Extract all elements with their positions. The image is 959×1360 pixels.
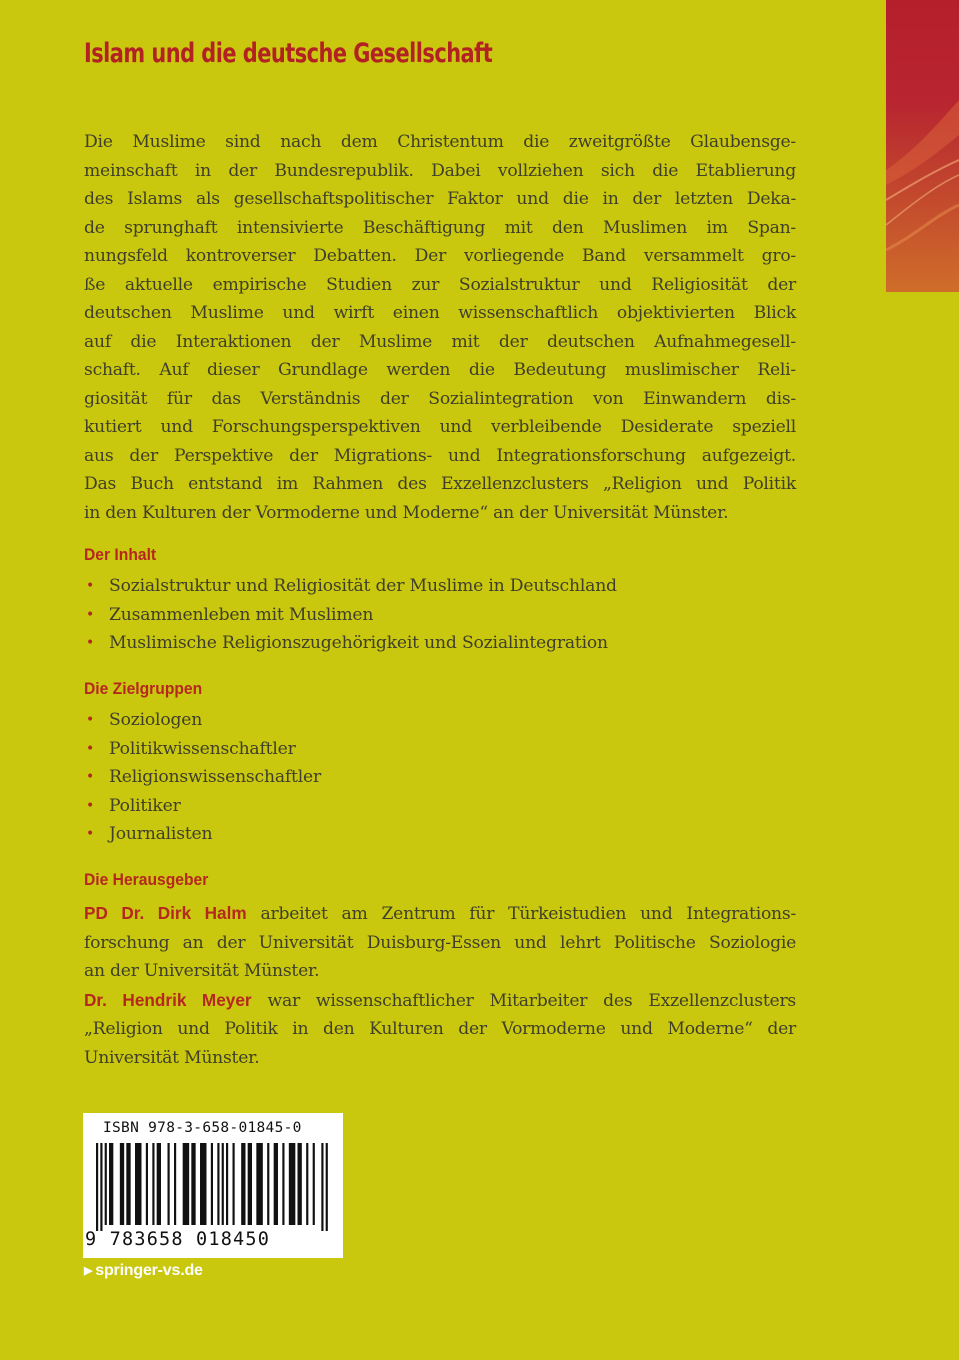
editors-section	[84, 899, 796, 1072]
herausgeber-heading: Die Herausgeber	[84, 870, 209, 889]
barcode-bar	[248, 1143, 252, 1225]
publisher-link-text: springer-vs.de	[95, 1262, 203, 1279]
editor-2-name: Dr. Hendrik Meyer	[84, 989, 252, 1010]
barcode-bar	[146, 1143, 148, 1225]
bullet-icon: •	[86, 769, 95, 785]
barcode-bar	[267, 1143, 269, 1225]
swoosh-graphic	[886, 0, 959, 292]
bullet-icon: •	[86, 826, 95, 842]
zielgruppen-list	[84, 706, 321, 849]
barcode-bars	[96, 1143, 330, 1231]
barcode-bar	[174, 1143, 176, 1225]
publisher-link[interactable]	[84, 1262, 203, 1280]
description-paragraph	[84, 128, 796, 527]
barcode-bar	[200, 1143, 207, 1225]
description-line: aus der Perspektive der Migrations- und Integrationsforschung aufgezeigt.	[84, 445, 796, 466]
list-item	[84, 572, 617, 601]
barcode-bar	[183, 1143, 190, 1225]
list-item	[84, 735, 321, 764]
description-line: Das Buch entstand im Rahmen des Exzellenzclusters „Religion und Politik	[84, 474, 796, 494]
list-item	[84, 629, 617, 658]
barcode-bar	[109, 1143, 113, 1225]
editor-2-line	[84, 986, 796, 1016]
list-item-text: Journalisten	[109, 824, 213, 844]
barcode-bar	[211, 1143, 213, 1225]
description-line: deutschen Muslime und wirft einen wissenschaftlich objektivierten Blick	[84, 303, 796, 323]
barcode-bar	[289, 1143, 296, 1225]
bullet-icon: •	[86, 606, 95, 623]
list-item-text: Muslimische Religionszugehörigkeit und Sozialintegration	[109, 633, 608, 653]
editor-1-line: an der Universität Münster.	[84, 961, 320, 981]
bullet-icon: •	[86, 578, 95, 594]
bullet-icon: •	[86, 740, 95, 757]
barcode-bar	[100, 1143, 102, 1231]
barcode-bar	[256, 1143, 263, 1225]
description-line: des Islams als gesellschaftspolitischer Faktor und die in der letzten Deka-	[84, 189, 796, 209]
barcode-bar	[282, 1143, 284, 1225]
zielgruppen-heading: Die Zielgruppen	[84, 679, 203, 698]
barcode-bar	[168, 1143, 170, 1225]
barcode-bar	[241, 1143, 245, 1225]
inhalt-heading: Der Inhalt	[84, 545, 157, 564]
barcode-bar	[326, 1143, 328, 1231]
list-item-text: Religionswissenschaftler	[109, 767, 322, 787]
isbn-barcode	[83, 1113, 343, 1258]
book-title: Islam und die deutsche Gesellschaft	[84, 38, 493, 69]
list-item-text: Sozialstruktur und Religiosität der Muslime in Deutschland	[109, 576, 617, 596]
description-line: kutiert und Forschungsperspektiven und verbleibende Desiderate speziell	[84, 417, 796, 437]
description-line: ße aktuelle empirische Studien zur Sozialstruktur und Religiosität der	[84, 274, 796, 295]
list-item	[84, 792, 321, 821]
barcode-bar	[274, 1143, 278, 1225]
barcode-bar	[105, 1143, 107, 1225]
list-item	[84, 763, 321, 792]
barcode-bar	[313, 1143, 315, 1225]
barcode-bar	[321, 1143, 323, 1231]
bullet-icon: •	[86, 712, 95, 728]
editor-1-line	[84, 899, 796, 929]
editor-2-line: Universität Münster.	[84, 1047, 260, 1068]
editor-2-text: war wissenschaftlicher Mitarbeiter des Exzellenzclusters	[251, 990, 796, 1011]
description-line: nungsfeld kontroverser Debatten. Der vorliegende Band versammelt gro-	[84, 246, 796, 266]
description-line: auf die Interaktionen der Muslime mit der deutschen Aufnahmegesell-	[84, 331, 796, 352]
bullet-icon: •	[86, 797, 95, 814]
editor-2-line: „Religion und Politik in den Kulturen der Vormoderne und Moderne“ der	[84, 1019, 796, 1039]
list-item-text: Politikwissenschaftler	[109, 738, 296, 759]
list-item-text: Zusammenleben mit Muslimen	[109, 604, 374, 625]
decorative-side-band	[886, 0, 959, 292]
barcode-bar	[135, 1143, 142, 1225]
list-item	[84, 601, 617, 630]
inhalt-list	[84, 572, 617, 658]
list-item-text: Politiker	[109, 795, 181, 816]
bullet-icon: •	[86, 635, 95, 651]
barcode-bar	[152, 1143, 154, 1225]
barcode-bar	[126, 1143, 130, 1225]
description-line: Die Muslime sind nach dem Christentum die zweitgrößte Glaubensge-	[84, 132, 796, 152]
barcode-bar	[157, 1143, 161, 1225]
description-line: in den Kulturen der Vormoderne und Moderne“ an der Universität Münster.	[84, 502, 729, 523]
barcode-bar	[217, 1143, 219, 1225]
barcode-bar	[306, 1143, 308, 1225]
list-item	[84, 820, 321, 849]
editor-1-name: PD Dr. Dirk Halm	[84, 903, 247, 923]
barcode-bar	[298, 1143, 302, 1225]
description-line: giosität für das Verständnis der Sozialintegration von Einwandern dis-	[84, 388, 796, 409]
barcode-bar	[222, 1143, 224, 1225]
isbn-label: ISBN 978-3-658-01845-0	[103, 1120, 302, 1136]
list-item-text: Soziologen	[109, 710, 203, 730]
description-line: de sprunghaft intensivierte Beschäftigung mit den Muslimen im Span-	[84, 217, 796, 238]
ean-digits: 9 783658 018450	[85, 1229, 271, 1250]
play-arrow-icon: ▶	[84, 1265, 93, 1277]
description-line: schaft. Auf dieser Grundlage werden die Bedeutung muslimischer Reli-	[84, 360, 796, 380]
editor-1-text: arbeitet am Zentrum für Türkeistudien und Integrations-	[246, 904, 797, 924]
barcode-bar	[191, 1143, 195, 1225]
description-line: meinschaft in der Bundesrepublik. Dabei vollziehen sich die Etablierung	[84, 160, 796, 181]
barcode-bar	[96, 1143, 98, 1231]
list-item	[84, 706, 321, 735]
barcode-bar	[120, 1143, 124, 1225]
barcode-bar	[226, 1143, 228, 1225]
editor-1-line: forschung an der Universität Duisburg-Essen und lehrt Politische Soziologie	[84, 932, 796, 953]
barcode-bar	[233, 1143, 235, 1225]
